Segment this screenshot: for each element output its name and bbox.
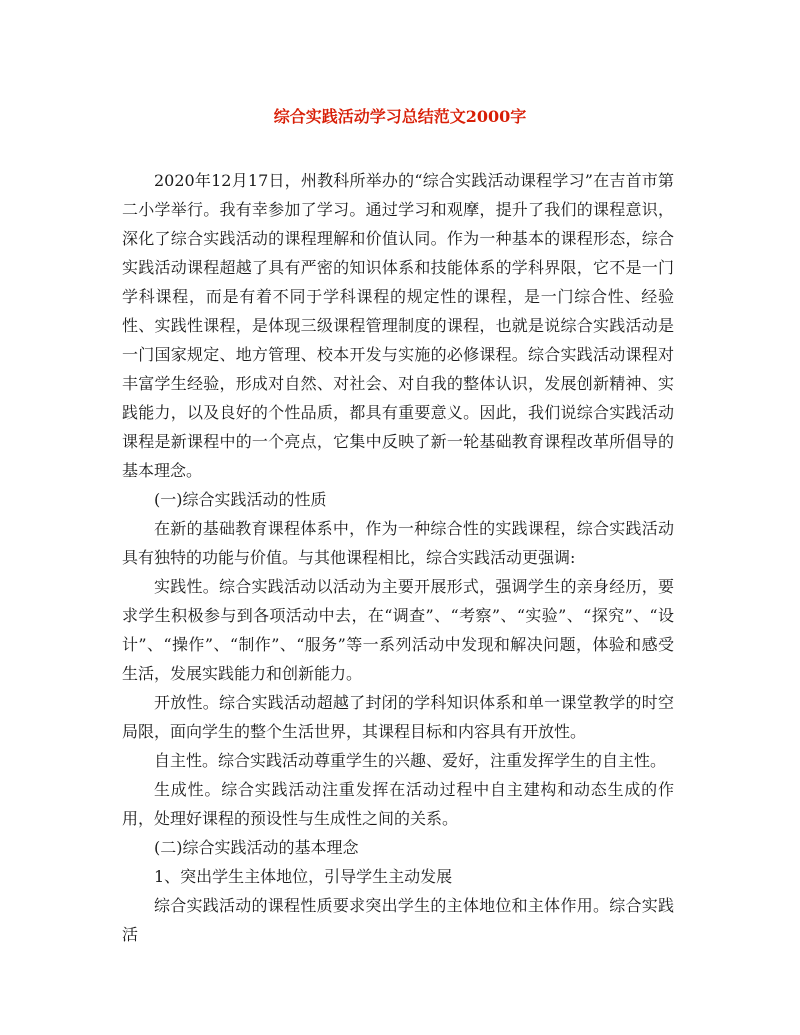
subheading-student-subject: 1、突出学生主体地位，引导学生主动发展 [154, 867, 453, 886]
paragraph-autonomy: 自主性。综合实践活动尊重学生的兴趣、爱好，注重发挥学生的自主性。 [154, 751, 667, 770]
paragraph-openness: 开放性。综合实践活动超越了封闭的学科知识体系和单一课堂教学的时空局限，面向学生的整个生活世界，其课程目标和内容具有开放性。 [122, 693, 674, 741]
document-body [122, 166, 674, 949]
paragraph-generativity: 生成性。综合实践活动注重发挥在活动过程中自主建构和动态生成的作用，处理好课程的预设性与生成性之间的关系。 [122, 780, 674, 828]
paragraph-intro: 2020年12月17日，州教科所举办的“综合实践活动课程学习”在吉首市第二小学举行。我有幸参加了学习。通过学习和观摩，提升了我们的课程意识，深化了综合实践活动的课程理解和价值认同。作为一种基本的课程形态，综合实践活动课程超越了具有严密的知识体系和技能体系的学科界限，它不是一门学科课程，而是有着不同于学科课程的规定性的课程，是一门综合性、经验性、实践性课程，是体现三级课程管理制度的课程，也就是说综合实践活动是一门国家规定、地方管理、校本开发与实施的必修课程。综合实践活动课程对丰富学生经验，形成对自然、对社会、对自我的整体认识，发展创新精神、实践能力，以及良好的个性品质，都具有重要意义。因此，我们说综合实践活动课程是新课程中的一个亮点，它集中反映了新一轮基础教育课程改革所倡导的基本理念。 [122, 171, 674, 480]
paragraph-nature-overview: 在新的基础教育课程体系中，作为一种综合性的实践课程，综合实践活动具有独特的功能与价值。与其他课程相比，综合实践活动更强调: [122, 519, 674, 567]
paragraph-practicality: 实践性。综合实践活动以活动为主要开展形式，强调学生的亲身经历，要求学生积极参与到各项活动中去，在“调查”、“考察”、“实验”、“探究”、“设计”、“操作”、“制作”、“服务”等一系列活动中发现和解决问题，体验和感受生活，发展实践能力和创新能力。 [122, 577, 674, 683]
section-heading-nature: (一)综合实践活动的性质 [154, 490, 327, 509]
document-title: 综合实践活动学习总结范文2000字 [273, 107, 527, 126]
paragraph-student-subject: 综合实践活动的课程性质要求突出学生的主体地位和主体作用。综合实践活 [122, 896, 674, 944]
section-heading-concepts: (二)综合实践活动的基本理念 [154, 838, 359, 857]
